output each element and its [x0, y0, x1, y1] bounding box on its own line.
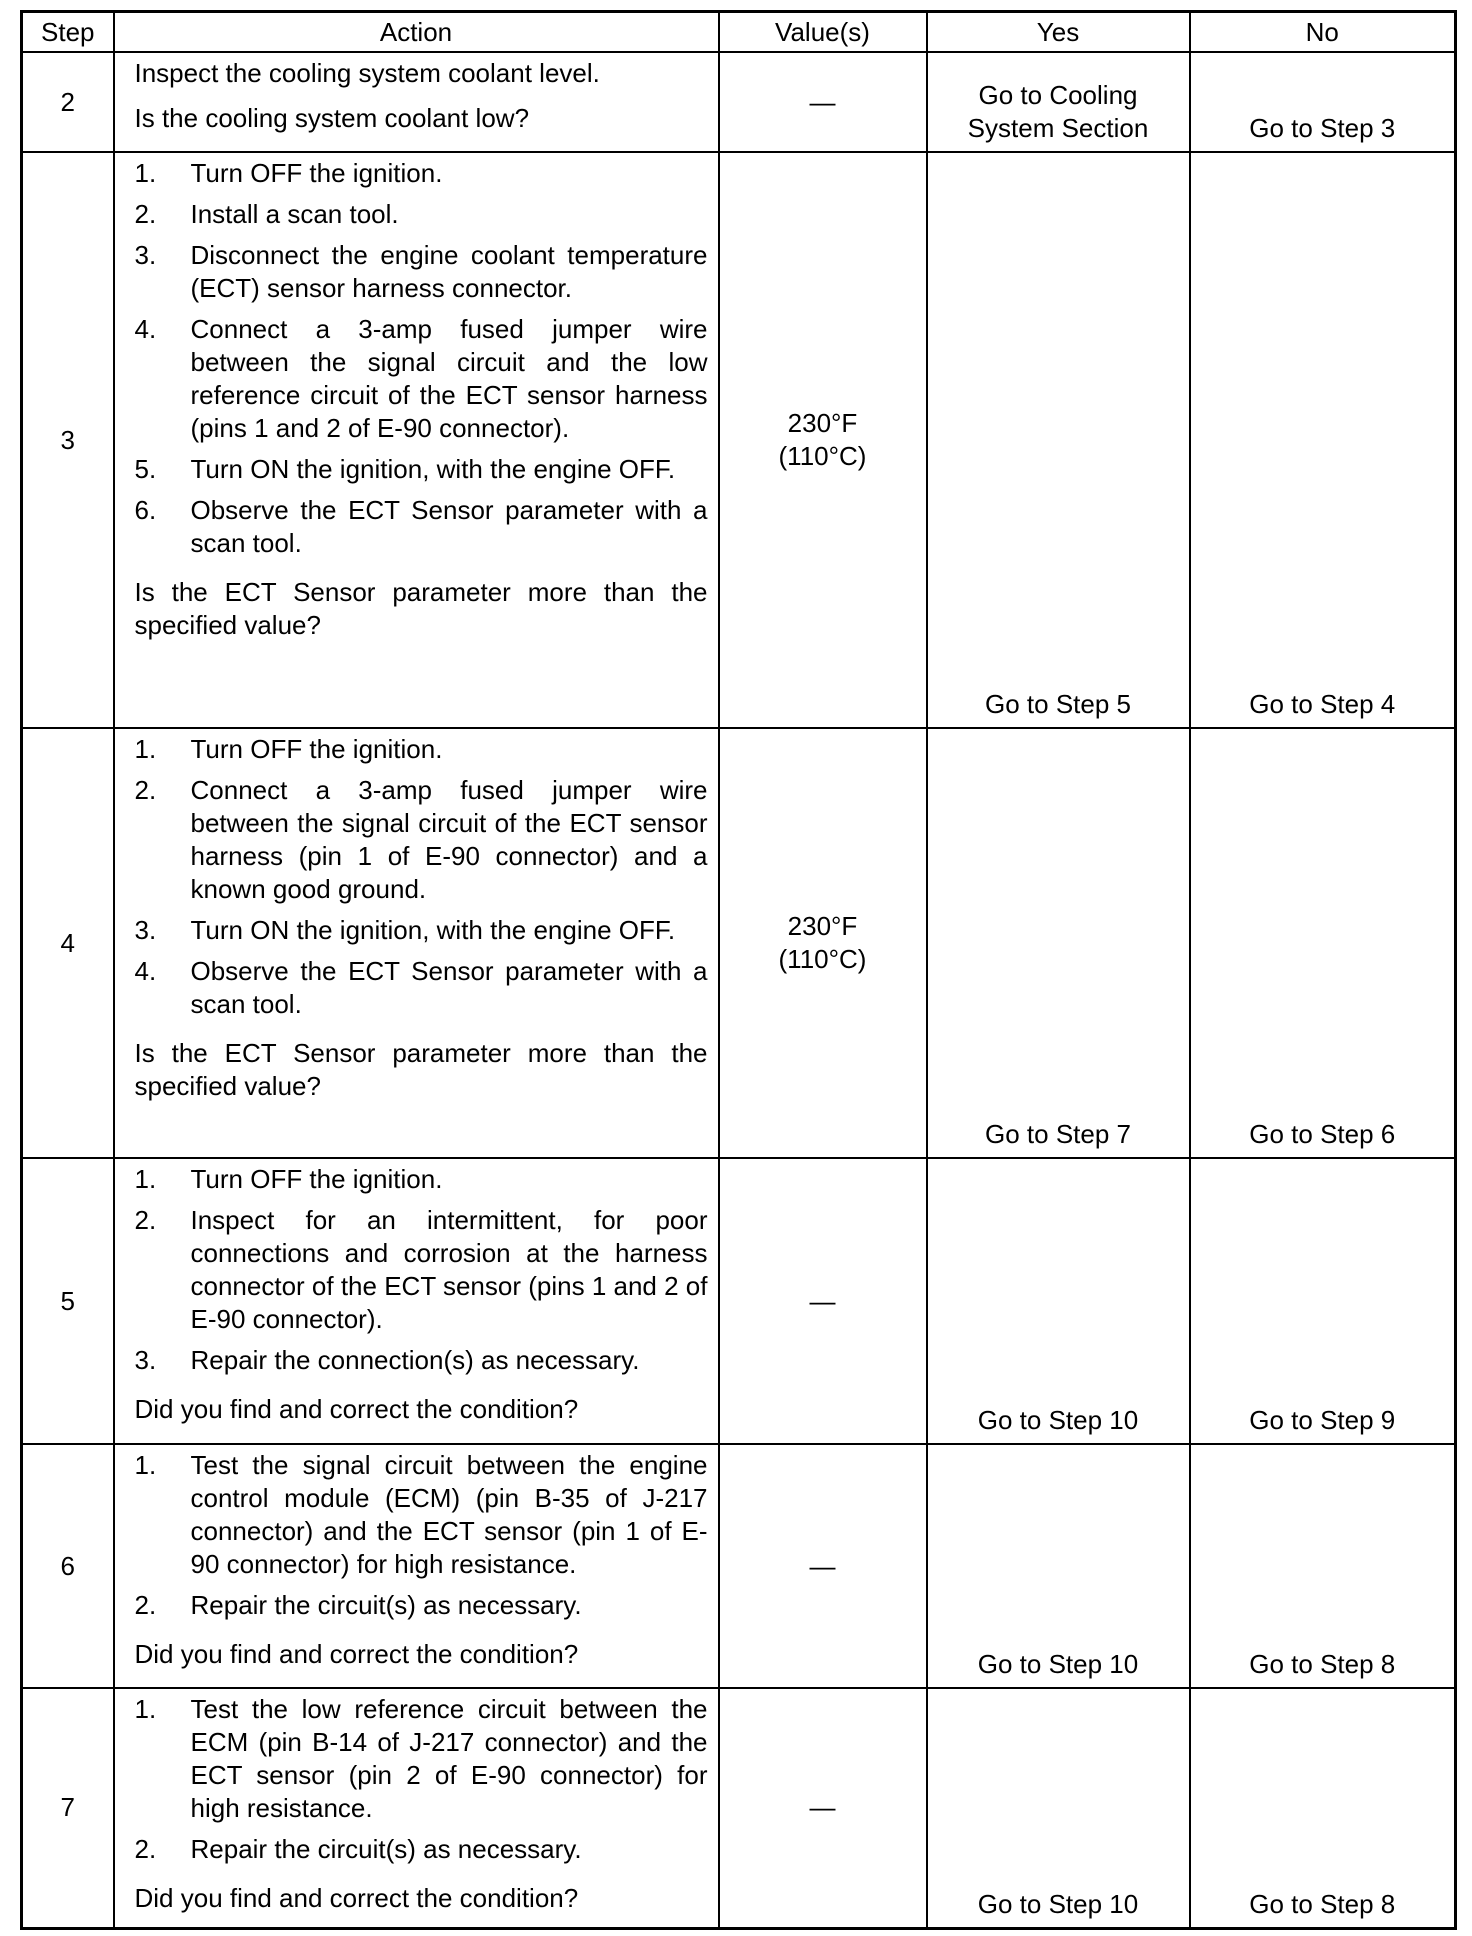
item-text: Connect a 3-amp fused jumper wire between the signal circuit of the ECT sensor harness (pin 1 of E-90 connector) and a known good ground. [190, 775, 708, 904]
item-number: 2. [134, 1590, 157, 1620]
item-text: Connect a 3-amp fused jumper wire between the signal circuit and the low reference circuit of the ECT sensor harness (pins 1 and 2 of E-90 connector). [190, 314, 708, 443]
item-text: Observe the ECT Sensor parameter with a scan tool. [190, 495, 708, 558]
action-question: Is the ECT Sensor parameter more than the specified value? [134, 1038, 708, 1101]
item-number: 2. [134, 1834, 157, 1864]
item-text: Turn ON the ignition, with the engine OFF. [190, 454, 676, 484]
diagnostic-table [20, 10, 1457, 1930]
step-number: 3 [22, 152, 114, 728]
yes-cell [927, 52, 1190, 152]
value-line: 230°F [787, 911, 858, 941]
yes-result: Go to Cooling [978, 80, 1138, 110]
header-yes: Yes [927, 12, 1190, 53]
action-question: Did you find and correct the condition? [134, 1394, 579, 1424]
no-cell: Go to Step 9 [1190, 1158, 1456, 1444]
action-intro: Inspect the cooling system coolant level. [134, 58, 600, 88]
action-cell [114, 152, 719, 728]
step-number: 2 [22, 52, 114, 152]
table-row [22, 52, 1456, 152]
action-steps [135, 1693, 708, 1866]
item-number: 2. [134, 775, 157, 805]
value-cell [719, 152, 927, 728]
item-text: Disconnect the engine coolant temperature (ECT) sensor harness connector. [190, 240, 708, 303]
action-cell [114, 1158, 719, 1444]
list-item [135, 198, 708, 231]
list-item [135, 774, 708, 906]
item-number: 1. [134, 1694, 157, 1724]
yes-cell [927, 728, 1190, 1158]
list-item [135, 1163, 708, 1196]
item-text: Observe the ECT Sensor parameter with a scan tool. [190, 956, 708, 1019]
value-cell [719, 1688, 927, 1928]
header-no: No [1190, 12, 1456, 53]
table-row [22, 1158, 1456, 1444]
item-text: Test the signal circuit between the engine control module (ECM) (pin B-35 of J-217 connector) and the ECT sensor (pin 1 of E-90 connector) for high resistance. [190, 1450, 708, 1579]
item-number: 5. [134, 454, 157, 484]
action-question: Did you find and correct the condition? [134, 1639, 579, 1669]
item-text: Turn ON the ignition, with the engine OFF. [190, 915, 676, 945]
list-item [135, 914, 708, 947]
no-cell: Go to Step 8 [1190, 1444, 1456, 1688]
table-row [22, 152, 1456, 728]
value-cell [719, 1158, 927, 1444]
yes-result: Go to Step 7 [985, 1119, 1131, 1149]
no-cell: Go to Step 3 [1190, 52, 1456, 152]
action-cell [114, 1688, 719, 1928]
item-number: 1. [134, 1164, 157, 1194]
step-number: 5 [22, 1158, 114, 1444]
step-number: 6 [22, 1444, 114, 1688]
item-text: Turn OFF the ignition. [190, 1164, 443, 1194]
value-line: 230°F [787, 408, 858, 438]
item-number: 2. [134, 1205, 157, 1235]
list-item [135, 313, 708, 445]
value-cell [719, 1444, 927, 1688]
value-cell [719, 52, 927, 152]
list-item [135, 494, 708, 560]
action-steps [135, 157, 708, 560]
yes-result: Go to Step 10 [977, 1888, 1139, 1919]
header-row [22, 12, 1456, 53]
item-number: 6. [134, 495, 157, 525]
action-question: Is the cooling system coolant low? [134, 103, 530, 133]
action-cell [114, 52, 719, 152]
step-number: 7 [22, 1688, 114, 1928]
list-item [135, 955, 708, 1021]
value-line: (110°C) [778, 441, 867, 471]
item-number: 3. [134, 240, 157, 270]
item-text: Inspect for an intermittent, for poor connections and corrosion at the harness connector of the ECT sensor (pins 1 and 2 of E-90 connector). [190, 1205, 708, 1334]
value-line: — [809, 1285, 836, 1316]
list-item [135, 1693, 708, 1825]
value-line: — [809, 1792, 836, 1823]
yes-cell [927, 1688, 1190, 1928]
value-line: — [809, 1550, 836, 1581]
yes-cell [927, 152, 1190, 728]
item-text: Turn OFF the ignition. [190, 734, 443, 764]
action-cell [114, 728, 719, 1158]
action-cell [114, 1444, 719, 1688]
no-cell: Go to Step 4 [1190, 152, 1456, 728]
step-number: 4 [22, 728, 114, 1158]
no-cell: Go to Step 6 [1190, 728, 1456, 1158]
list-item [135, 1344, 708, 1377]
yes-cell [927, 1444, 1190, 1688]
list-item [135, 1204, 708, 1336]
item-text: Repair the circuit(s) as necessary. [190, 1590, 582, 1620]
yes-result: System Section [967, 113, 1149, 143]
table-row [22, 1688, 1456, 1928]
list-item [135, 1589, 708, 1622]
header-step: Step [22, 12, 114, 53]
item-text: Turn OFF the ignition. [190, 158, 443, 188]
action-steps [135, 733, 708, 1021]
value-cell [719, 728, 927, 1158]
value-line: (110°C) [778, 944, 867, 974]
action-question: Is the ECT Sensor parameter more than the specified value? [134, 577, 708, 640]
item-number: 3. [134, 1345, 157, 1375]
header-values: Value(s) [719, 12, 927, 53]
value-line: — [809, 86, 836, 117]
yes-cell [927, 1158, 1190, 1444]
item-number: 4. [134, 314, 157, 344]
list-item [135, 733, 708, 766]
item-number: 1. [134, 1450, 157, 1480]
yes-result: Go to Step 5 [985, 689, 1131, 719]
item-number: 3. [134, 915, 157, 945]
no-cell: Go to Step 8 [1190, 1688, 1456, 1928]
item-text: Repair the circuit(s) as necessary. [190, 1834, 582, 1864]
list-item [135, 1449, 708, 1581]
list-item [135, 453, 708, 486]
action-steps [135, 1163, 708, 1377]
item-text: Test the low reference circuit between the ECM (pin B-14 of J-217 connector) and the ECT sensor (pin 2 of E-90 connector) for high resistance. [190, 1694, 708, 1823]
list-item [135, 157, 708, 190]
yes-result: Go to Step 10 [977, 1649, 1139, 1679]
list-item [135, 239, 708, 305]
item-number: 4. [134, 956, 157, 986]
header-action: Action [114, 12, 719, 53]
item-number: 2. [134, 199, 157, 229]
table-row [22, 728, 1456, 1158]
action-steps [135, 1449, 708, 1622]
item-text: Install a scan tool. [190, 199, 399, 229]
table-row [22, 1444, 1456, 1688]
item-text: Repair the connection(s) as necessary. [190, 1345, 640, 1375]
action-question: Did you find and correct the condition? [134, 1883, 579, 1913]
item-number: 1. [134, 734, 157, 764]
list-item [135, 1833, 708, 1866]
item-number: 1. [134, 158, 157, 188]
yes-result: Go to Step 10 [977, 1405, 1139, 1435]
